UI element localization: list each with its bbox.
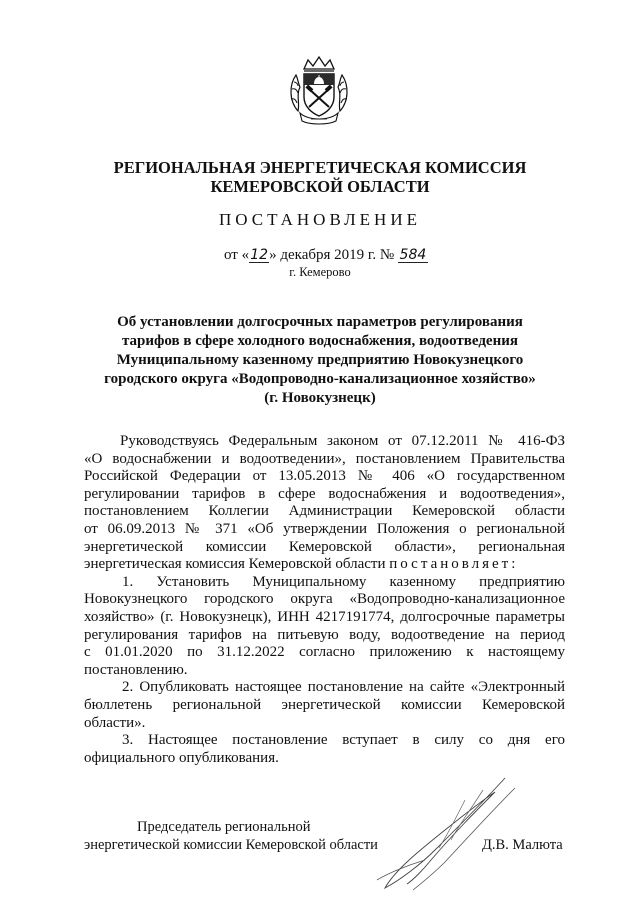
signatory-title-line-2: энергетической комиссии Кемеровской области xyxy=(84,837,378,853)
document-subject xyxy=(90,313,550,408)
body-line: «О водоснабжении и водоотведении», постановлением Правительства xyxy=(84,450,565,467)
body-line: регулировании тарифов в сфере водоснабжения и водоотведения», xyxy=(84,485,565,502)
item-1-line: регулирования тарифов на питьевую воду, водоотведение на период xyxy=(84,626,565,643)
item-2-line: 2. Опубликовать настоящее постановление на сайте «Электронный xyxy=(122,679,565,696)
item-1-line: 1. Установить Муниципальному казенному предприятию xyxy=(122,573,565,590)
date-middle: » декабря 2019 г. № xyxy=(269,247,395,263)
item-3-line: официального опубликования. xyxy=(84,749,279,766)
item-1-line: с 01.01.2020 по 31.12.2022 согласно приложению к настоящему xyxy=(84,644,565,661)
item-2-line: бюллетень региональной энергетической комиссии Кемеровской xyxy=(84,696,565,713)
organization-name-line-1: РЕГИОНАЛЬНАЯ ЭНЕРГЕТИЧЕСКАЯ КОМИССИЯ xyxy=(113,158,527,177)
document-body xyxy=(84,433,565,767)
document-type-title: ПОСТАНОВЛЕНИЕ xyxy=(218,210,421,229)
organization-name-line-2: КЕМЕРОВСКОЙ ОБЛАСТИ xyxy=(210,177,430,196)
handwritten-document-number: 584 xyxy=(399,247,427,263)
preamble-last-text: энергетическая комиссия Кемеровской области xyxy=(84,556,386,573)
body-line: Российской Федерации от 13.05.2013 № 406 «О государственном xyxy=(84,468,565,485)
subject-line: тарифов в сфере холодного водоснабжения, водоотведения xyxy=(122,333,518,349)
signatory-title-line-1: Председатель региональной xyxy=(137,819,311,835)
handwritten-day: 12 xyxy=(250,247,269,263)
item-1-line: хозяйство» (г. Новокузнецк), ИНН 4217191774, долгосрочные параметры xyxy=(84,608,565,625)
signatory-name: Д.В. Малюта xyxy=(482,837,563,853)
body-line: от 06.09.2013 № 371 «Об утверждении Положения о региональной xyxy=(84,520,565,537)
body-line: постановлением Коллегии Администрации Кемеровской области xyxy=(84,503,565,520)
date-line xyxy=(224,247,428,264)
body-line: энергетической комиссии Кемеровской области», региональная xyxy=(84,538,565,555)
item-1-line: постановлению. xyxy=(84,661,188,678)
body-line: Руководствуясь Федеральным законом от 07.12.2011 № 416-ФЗ xyxy=(120,433,565,449)
resolves-word: постановляет: xyxy=(389,556,519,573)
item-2-line: области». xyxy=(84,714,146,731)
subject-line: Муниципальному казенному предприятию Новокузнецкого xyxy=(116,352,524,368)
handwritten-signature xyxy=(365,770,525,895)
coat-of-arms-emblem xyxy=(286,55,352,127)
item-1-line: Новокузнецкого городского округа «Водопроводно-канализационное xyxy=(84,591,565,608)
subject-line: (г. Новокузнецк) xyxy=(264,390,376,406)
item-3-line: 3. Настоящее постановление вступает в силу со дня его xyxy=(122,732,565,749)
city-label: г. Кемерово xyxy=(289,265,351,279)
subject-line: городского округа «Водопроводно-канализационное хозяйство» xyxy=(104,371,536,387)
date-prefix: от « xyxy=(224,247,250,263)
subject-line: Об установлении долгосрочных параметров регулирования xyxy=(117,314,523,330)
body-line-resolves xyxy=(84,556,565,574)
